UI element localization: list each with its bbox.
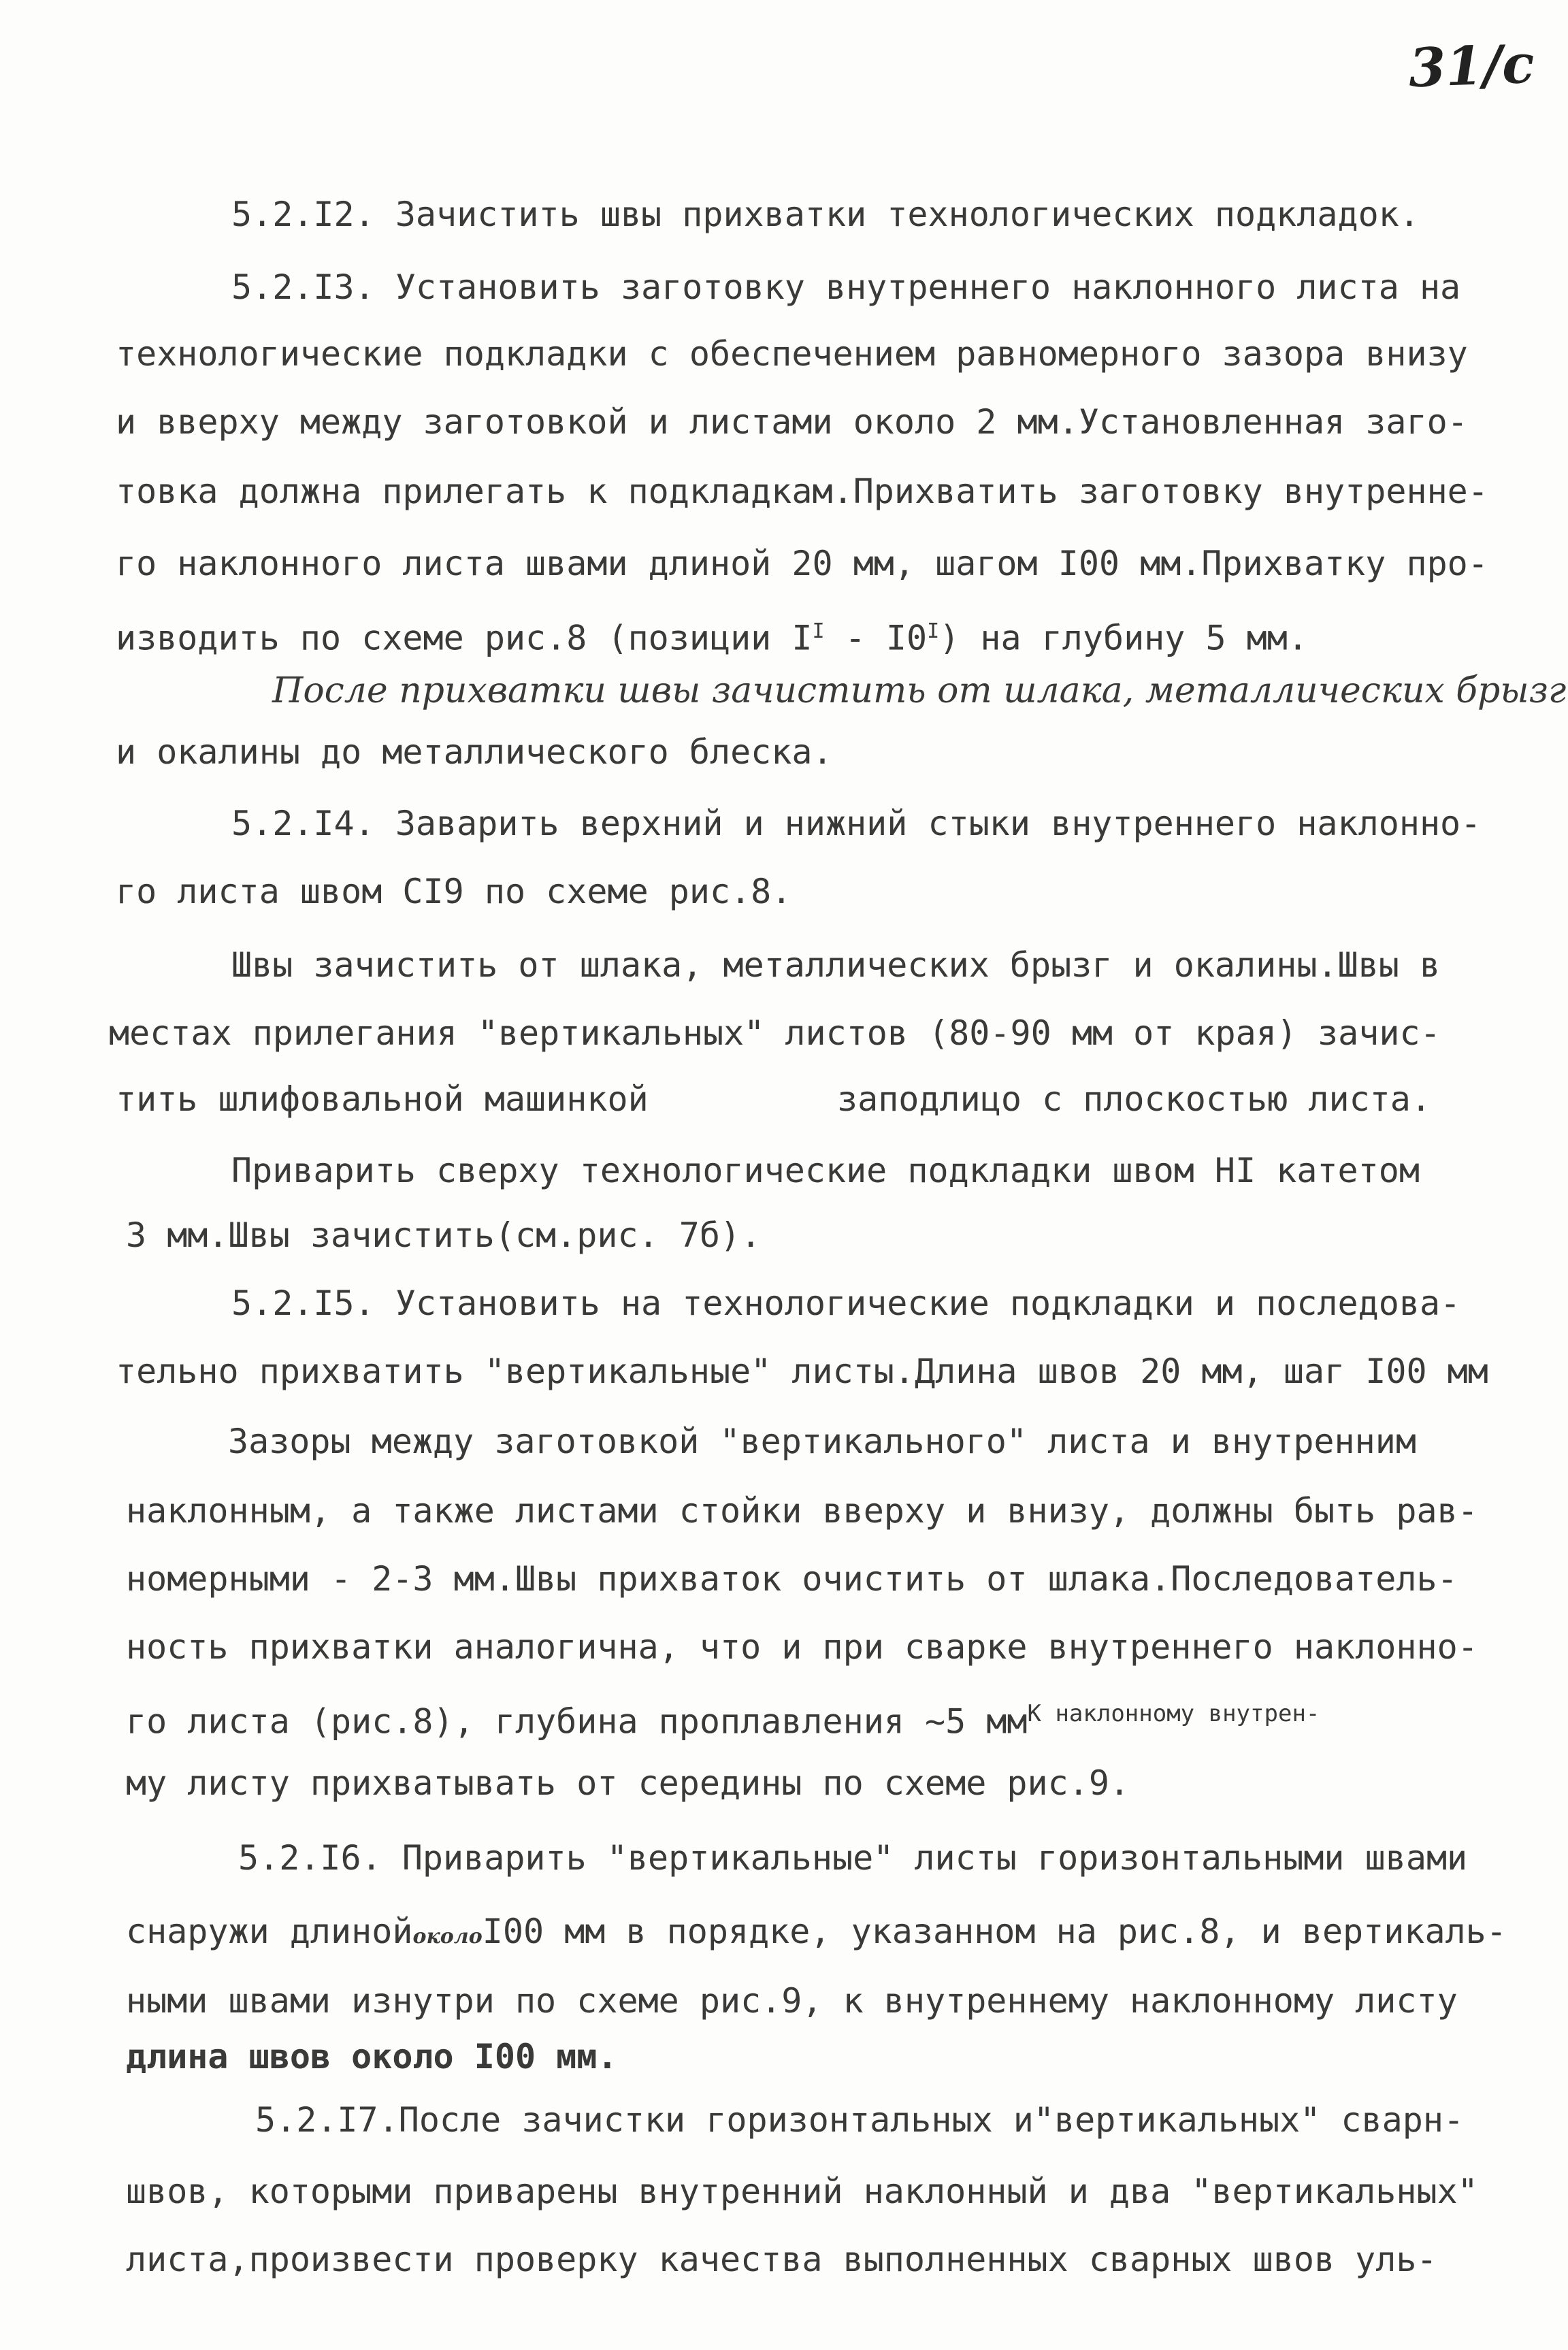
text-line-27: ными швами изнутри по схеме рис.9, к внутреннему наклонному листу	[126, 1981, 1458, 2021]
text-line-18: тельно прихватить "вертикальные" листы.Длина швов 20 мм, шаг I00 мм	[116, 1352, 1488, 1391]
text-line-10: 5.2.I4. Заварить верхний и нижний стыки внутреннего наклонно-	[231, 804, 1482, 843]
text-line-13: местах прилегания "вертикальных" листов (80-90 мм от края) зачис-	[109, 1013, 1441, 1053]
text-line-19: Зазоры между заготовкой "вертикального" листа и внутренним	[228, 1422, 1416, 1461]
text-line-12: Швы зачистить от шлака, металлических брызг и окалины.Швы в	[231, 945, 1441, 985]
text-line-7	[116, 611, 1308, 659]
handwritten-insert: около	[412, 1925, 483, 1948]
text-line-11: го листа швом СI9 по схеме рис.8.	[116, 872, 792, 911]
text-line-14a: тить шлифовальной машинкой	[116, 1079, 649, 1119]
text-line-7-part-b: - I0	[824, 618, 928, 658]
superscript-1: I	[812, 619, 825, 643]
text-line-14b: заподлицо с плоскостью листа.	[837, 1079, 1431, 1119]
text-line-2: 5.2.I3. Установить заготовку внутреннего наклонного листа на	[231, 267, 1461, 307]
text-line-26-part-a: снаружи длиной	[126, 1912, 413, 1951]
text-line-26	[126, 1911, 1507, 1957]
text-line-7-part-a: изводить по схеме рис.8 (позиции I	[116, 618, 813, 658]
text-line-26-part-b: I00 мм в порядке, указанном на рис.8, и вертикаль-	[482, 1912, 1507, 1951]
superscript-2: I	[927, 619, 940, 643]
text-line-6: го наклонного листа швами длиной 20 мм, шагом I00 мм.Прихватку про-	[116, 544, 1488, 583]
text-line-16: 3 мм.Швы зачистить(см.рис. 7б).	[126, 1215, 762, 1255]
text-line-4: и вверху между заготовкой и листами около 2 мм.Установленная заго-	[116, 402, 1468, 442]
page-number: 31/с	[1407, 33, 1536, 100]
text-line-30: швов, которыми приварены внутренний наклонный и два "вертикальных"	[126, 2172, 1478, 2211]
text-line-29: 5.2.I7.После зачистки горизонтальных и"вертикальных" сварн-	[255, 2100, 1465, 2140]
text-line-23-insert: К наклонному внутрен-	[1027, 1700, 1320, 1727]
text-line-7-part-c: ) на глубину 5 мм.	[939, 618, 1308, 658]
text-line-17: 5.2.I5. Установить на технологические подкладки и последова-	[231, 1284, 1461, 1323]
text-line-15: Приварить сверху технологические подкладки швом НI катетом	[231, 1151, 1420, 1190]
text-line-1: 5.2.I2. Зачистить швы прихватки технологических подкладок.	[231, 195, 1420, 234]
text-line-24: му листу прихватывать от середины по схеме рис.9.	[126, 1763, 1130, 1803]
text-line-20: наклонным, а также листами стойки вверху и внизу, должны быть рав-	[126, 1491, 1478, 1531]
text-line-21: номерными - 2-3 мм.Швы прихваток очистить от шлака.Последователь-	[126, 1559, 1458, 1599]
text-line-9: и окалины до металлического блеска.	[116, 732, 833, 772]
text-line-22: ность прихватки аналогична, что и при сварке внутреннего наклонно-	[126, 1627, 1478, 1667]
text-line-31: листа,произвести проверку качества выполненных сварных швов уль-	[126, 2240, 1437, 2279]
text-line-3: технологические подкладки с обеспечением равномерного зазора внизу	[116, 334, 1468, 374]
text-line-23-part-a: го листа (рис.8), глубина проплавления ~5 мм	[126, 1701, 1028, 1742]
text-line-25: 5.2.I6. Приварить "вертикальные" листы горизонтальными швами	[238, 1838, 1468, 1878]
text-line-5: товка должна прилегать к подкладкам.Прихватить заготовку внутренне-	[116, 472, 1488, 511]
text-line-28: длина швов около I00 мм.	[126, 2037, 618, 2076]
text-line-8: После прихватки швы зачистить от шлака, металлических брызг	[272, 670, 1567, 711]
text-line-23	[126, 1693, 1320, 1742]
